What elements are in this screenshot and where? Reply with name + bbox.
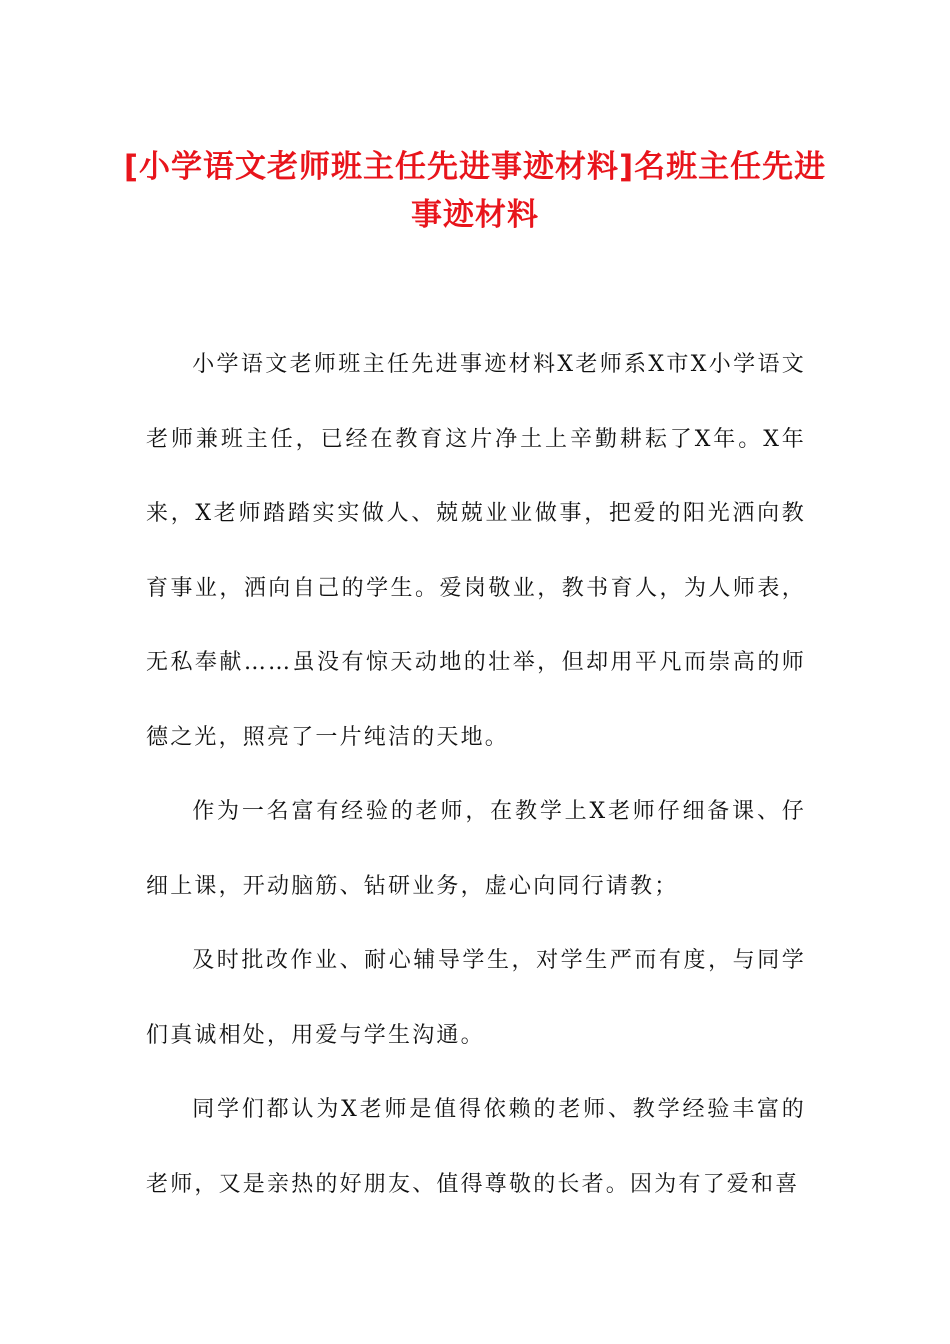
document-title: [小学语文老师班主任先进事迹材料]名班主任先进事迹材料 — [123, 149, 827, 233]
body-paragraph: 及时批改作业、耐心辅导学生，对学生严而有度，与同学们真诚相处，用爱与学生沟通。 — [146, 948, 806, 1048]
body-paragraph: 小学语文老师班主任先进事迹材料X老师系X市X小学语文老师兼班主任，已经在教育这片净土上辛勤耕耘了X年。X年来，X老师踏踏实实做人、兢兢业业做事，把爱的阳光洒向教育事业，洒向自己的学生。爱岗敬业，教书育人，为人师表，无私奉献……虽没有惊天动地的壮举，但却用平凡而崇高的师德之光，照亮了一片纯洁的天地。 — [146, 352, 806, 750]
body-paragraph: 作为一名富有经验的老师，在教学上X老师仔细备课、仔细上课，开动脑筋、钻研业务，虚心向同行请教； — [146, 799, 806, 899]
body-paragraph: 同学们都认为X老师是值得依赖的老师、教学经验丰富的老师，又是亲热的好朋友、值得尊敬的长者。因为有了爱和喜 — [146, 1097, 806, 1197]
document-body — [146, 328, 806, 1222]
